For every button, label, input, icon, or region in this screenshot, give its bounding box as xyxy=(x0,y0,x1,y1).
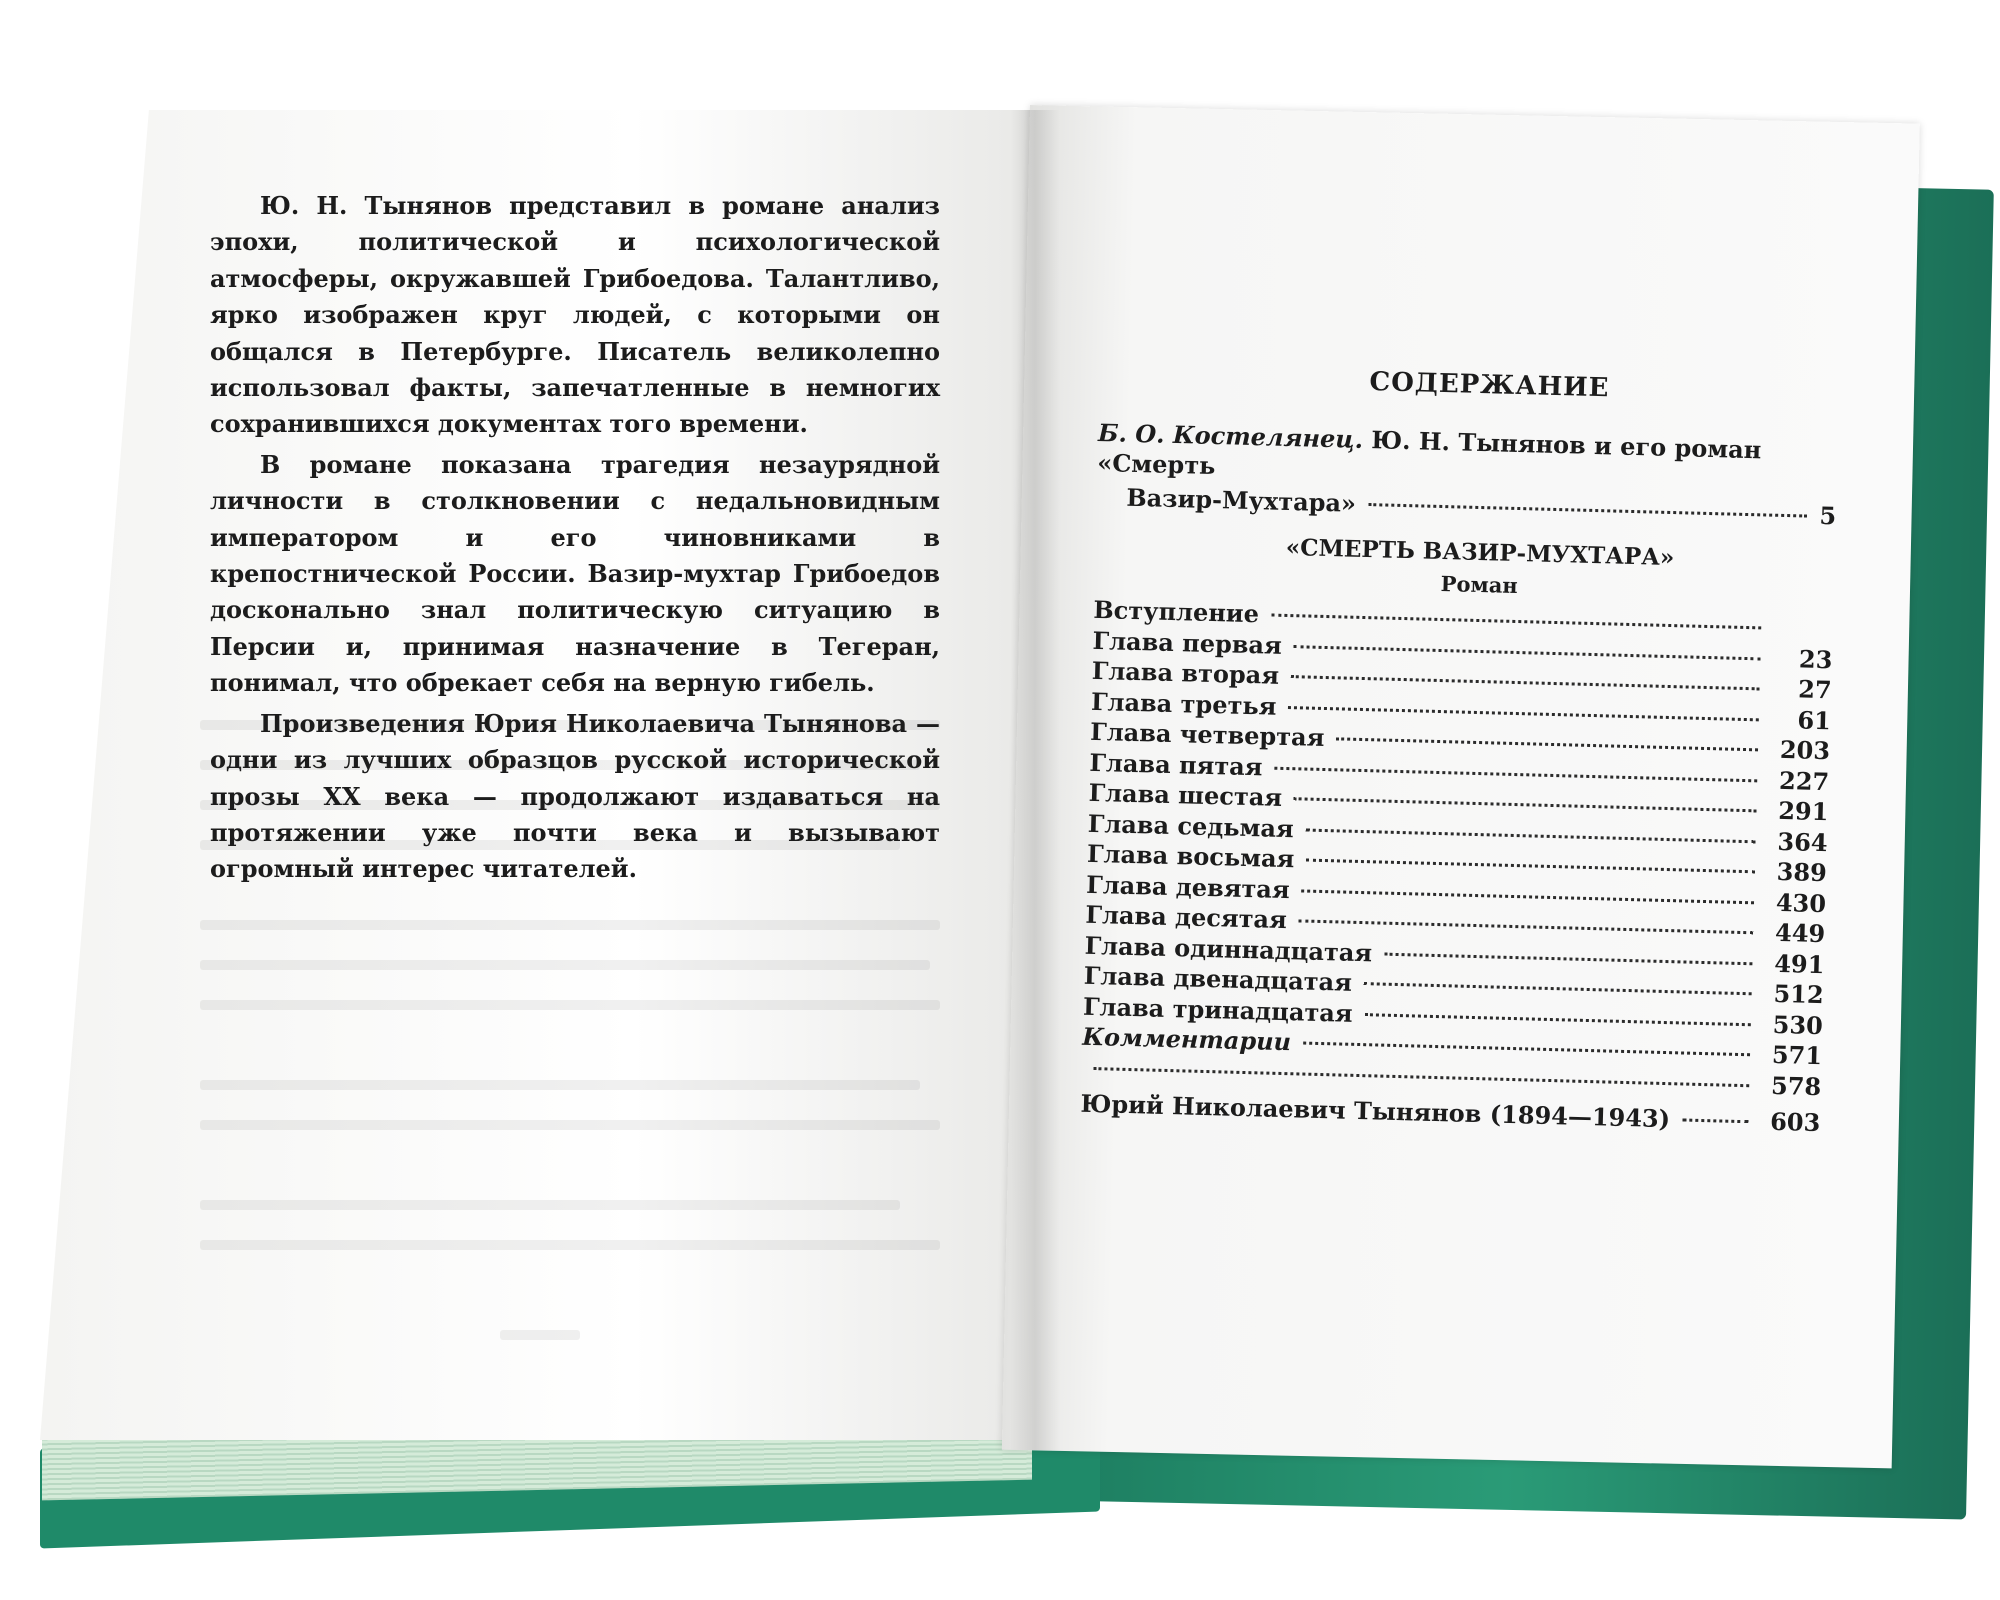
toc-entry-page: 512 xyxy=(1773,978,1825,1010)
toc-entry-page: 491 xyxy=(1773,948,1825,979)
toc-intro-author: Б. О. Костелянец. xyxy=(1097,417,1364,454)
toc-novel-subtitle: Роман xyxy=(1440,571,1519,599)
bleed-through-line xyxy=(200,1200,900,1210)
toc-entry-page: 227 xyxy=(1778,765,1830,796)
toc-entry-page: 61 xyxy=(1797,704,1832,735)
toc-entry-label: Глава шестая xyxy=(1088,777,1283,812)
dot-leader xyxy=(1093,1067,1749,1087)
left-page-text xyxy=(210,188,940,888)
toc-entry-page: 27 xyxy=(1797,674,1832,705)
dot-leader xyxy=(1274,766,1757,782)
toc-entry-page: 203 xyxy=(1779,734,1831,766)
toc-entry-page: 389 xyxy=(1776,856,1828,888)
toc-entry-label: Глава девятая xyxy=(1085,869,1291,904)
bleed-through-line xyxy=(200,920,940,930)
toc-entry-page: 578 xyxy=(1770,1070,1822,1101)
bleed-through-line xyxy=(500,1330,580,1340)
toc-entry-label: Глава восьмая xyxy=(1086,838,1295,874)
toc-entry-page: 571 xyxy=(1771,1039,1823,1071)
dot-leader xyxy=(1306,859,1755,874)
dot-leader xyxy=(1288,706,1758,721)
toc-entry-label: Глава вторая xyxy=(1091,655,1280,690)
toc-entry-page: 603 xyxy=(1769,1106,1821,1138)
toc-entry-label: Глава первая xyxy=(1092,625,1283,660)
table-of-contents xyxy=(1080,360,1840,1139)
toc-entry-label: Глава четвертая xyxy=(1089,716,1325,752)
toc-entry-page: 364 xyxy=(1777,826,1829,857)
toc-entry-label: Комментарии xyxy=(1081,1021,1292,1057)
dot-leader xyxy=(1682,1118,1748,1123)
paragraph: Ю. Н. Тынянов представил в романе анализ эпохи, политической и психологической атмосферы, окружавшей Грибоедова. Талантливо, ярко изображен круг людей, с которыми он общался в Петербурге. Писатель великолепно использовал факты, запечатленные в немногих сохранившихся документах того времени. xyxy=(210,191,940,439)
spine-shadow xyxy=(1010,110,1060,1450)
dot-leader xyxy=(1336,737,1758,751)
paragraph: В романе показана трагедия незаурядной личности в столкновении с недальновидным императором и его чиновниками в крепостнической России. Вазир-мухтар Грибоедов досконально знал политическую ситуацию в Персии и, принимая назначение в Тегеран, понимал, что обрекает себя на верную гибель. xyxy=(210,449,940,698)
bleed-through-line xyxy=(200,1080,920,1090)
dot-leader xyxy=(1306,828,1756,843)
paragraph: Произведения Юрия Николаевича Тынянова — одни из лучших образцов русской исторической прозы XX века — продолжают издаваться на протяжении уже почти века и вызывают огромный интерес читателей. xyxy=(210,708,940,884)
toc-entry-page: 530 xyxy=(1772,1009,1824,1040)
bleed-through-line xyxy=(200,1240,940,1250)
toc-entry-page: 291 xyxy=(1777,795,1829,827)
bleed-through-line xyxy=(200,1000,940,1010)
toc-entry-label: Глава двенадцатая xyxy=(1083,960,1353,997)
dot-leader xyxy=(1364,982,1752,995)
toc-intro-page: 5 xyxy=(1819,500,1837,531)
toc-entry-label: Глава десятая xyxy=(1085,899,1288,935)
toc-title: СОДЕРЖАНИЕ xyxy=(1369,367,1610,404)
toc-entry-page: 23 xyxy=(1798,643,1833,674)
bleed-through-line xyxy=(200,960,930,970)
toc-entry-page: 449 xyxy=(1774,917,1826,949)
dot-leader xyxy=(1302,889,1754,904)
toc-intro-title: Ю. Н. Тынянов и его роман «Смерть xyxy=(1096,425,1762,481)
toc-entry-label: Глава седьмая xyxy=(1087,808,1295,843)
toc-entry-label: Глава одиннадцатая xyxy=(1084,930,1373,967)
dot-leader xyxy=(1303,1042,1750,1057)
dot-leader xyxy=(1291,675,1760,690)
toc-entry-label: Глава тринадцатая xyxy=(1082,991,1354,1028)
dot-leader xyxy=(1294,645,1761,660)
dot-leader xyxy=(1271,614,1761,630)
dot-leader xyxy=(1368,503,1808,518)
toc-entry-label: Юрий Николаевич Тынянов (1894—1943) xyxy=(1080,1088,1671,1134)
toc-intro-title-cont: Вазир-Мухтара» xyxy=(1126,482,1357,518)
dot-leader xyxy=(1294,797,1756,812)
dot-leader xyxy=(1365,1013,1751,1026)
toc-entry-page: 430 xyxy=(1775,887,1827,918)
bleed-through-line xyxy=(200,1120,940,1130)
toc-entry-page xyxy=(1773,636,1833,638)
toc-entry-label: Глава третья xyxy=(1090,686,1277,721)
toc-entry-label: Вступление xyxy=(1093,594,1260,629)
dot-leader xyxy=(1299,919,1754,934)
dot-leader xyxy=(1384,952,1752,965)
toc-entry-label: Глава пятая xyxy=(1089,747,1263,781)
toc-novel-title: «СМЕРТЬ ВАЗИР-МУХТАРА» xyxy=(1285,533,1675,572)
